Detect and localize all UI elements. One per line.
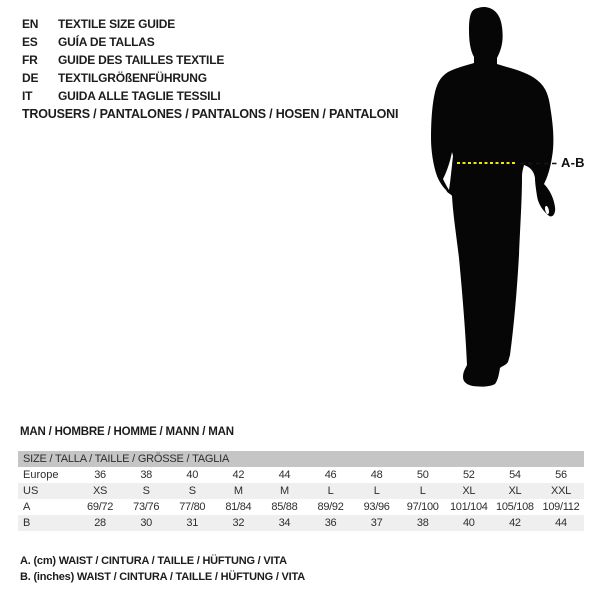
- table-cell: 105/108: [496, 501, 534, 513]
- table-cell: 89/92: [317, 501, 344, 513]
- table-cell: 54: [509, 469, 521, 481]
- language-row: [22, 33, 224, 51]
- table-cell: 73/76: [133, 501, 160, 513]
- table-cell: 36: [324, 517, 337, 529]
- table-cell: 81/84: [225, 501, 252, 513]
- table-row: [18, 499, 584, 515]
- table-cell: 93/96: [363, 501, 390, 513]
- table-cell: L: [373, 485, 380, 497]
- table-row: [18, 467, 584, 483]
- table-cell: 32: [232, 517, 245, 529]
- table-cell: 30: [140, 517, 152, 529]
- language-row: [22, 87, 224, 105]
- language-label: TEXTILE SIZE GUIDE: [58, 17, 176, 31]
- table-cell: 46: [324, 469, 337, 481]
- table-cell: 52: [462, 469, 475, 481]
- table-row: [18, 515, 584, 531]
- table-cell: L: [327, 485, 334, 497]
- size-table-body: [18, 467, 584, 531]
- table-cell: 38: [416, 517, 429, 529]
- table-cell: 50: [416, 469, 429, 481]
- row-label: US: [23, 485, 39, 497]
- table-cell: S: [188, 485, 196, 497]
- language-label: TEXTILGRÖßENFÜHRUNG: [58, 71, 207, 85]
- table-cell: 109/112: [542, 501, 580, 513]
- language-code: ES: [22, 35, 38, 49]
- row-label: A: [23, 501, 31, 513]
- table-cell: 85/88: [271, 501, 298, 513]
- measurement-notes: [20, 553, 305, 585]
- language-code: DE: [22, 71, 39, 85]
- table-cell: XXL: [551, 485, 571, 497]
- table-cell: 42: [509, 517, 521, 529]
- row-label: B: [23, 517, 31, 529]
- table-cell: M: [279, 485, 289, 497]
- table-cell: 34: [278, 517, 291, 529]
- language-label: GUIDE DES TAILLES TEXTILE: [58, 53, 225, 67]
- table-cell: 44: [555, 517, 567, 529]
- language-code: IT: [22, 89, 33, 103]
- language-row: [22, 15, 224, 33]
- row-label: Europe: [23, 469, 59, 481]
- table-cell: 40: [186, 469, 199, 481]
- table-cell: 38: [140, 469, 152, 481]
- language-code: FR: [22, 53, 38, 67]
- table-cell: 69/72: [87, 501, 114, 513]
- measure-label: A-B: [561, 155, 585, 170]
- language-row: [22, 51, 224, 69]
- man-silhouette-svg: [410, 0, 600, 400]
- table-cell: 101/104: [449, 501, 488, 513]
- table-cell: M: [233, 485, 243, 497]
- table-cell: 77/80: [179, 501, 206, 513]
- table-cell: XL: [462, 485, 476, 497]
- language-label: GUIDA ALLE TAGLIE TESSILI: [58, 89, 221, 103]
- table-cell: 28: [94, 517, 106, 529]
- man-figure: [410, 0, 600, 400]
- section-heading: MAN / HOMBRE / HOMME / MANN / MAN: [20, 426, 234, 438]
- table-cell: XS: [93, 485, 108, 497]
- table-cell: 42: [232, 469, 245, 481]
- table-cell: L: [419, 485, 426, 497]
- category-heading: TROUSERS / PANTALONES / PANTALONS / HOSEN / PANTALONI: [22, 107, 399, 121]
- table-cell: S: [142, 485, 150, 497]
- size-table: [18, 451, 584, 531]
- language-row: [22, 69, 224, 87]
- language-list: [22, 15, 224, 105]
- note-line: B. (inches) WAIST / CINTURA / TAILLE / HÜFTUNG / VITA: [20, 571, 305, 583]
- table-row: [18, 483, 584, 499]
- man-silhouette-path: [431, 7, 555, 387]
- language-code: EN: [22, 17, 39, 31]
- table-cell: 31: [186, 517, 199, 529]
- table-cell: 97/100: [406, 501, 439, 513]
- table-cell: 44: [278, 469, 291, 481]
- size-table-header: SIZE / TALLA / TAILLE / GRÖSSE / TAGLIA: [18, 451, 584, 467]
- language-label: GUÍA DE TALLAS: [58, 35, 155, 49]
- table-cell: 56: [555, 469, 567, 481]
- table-cell: 37: [370, 517, 383, 529]
- table-cell: 36: [94, 469, 106, 481]
- table-cell: 40: [462, 517, 475, 529]
- table-cell: 48: [370, 469, 383, 481]
- note-line: A. (cm) WAIST / CINTURA / TAILLE / HÜFTUNG / VITA: [20, 555, 287, 567]
- table-cell: XL: [508, 485, 522, 497]
